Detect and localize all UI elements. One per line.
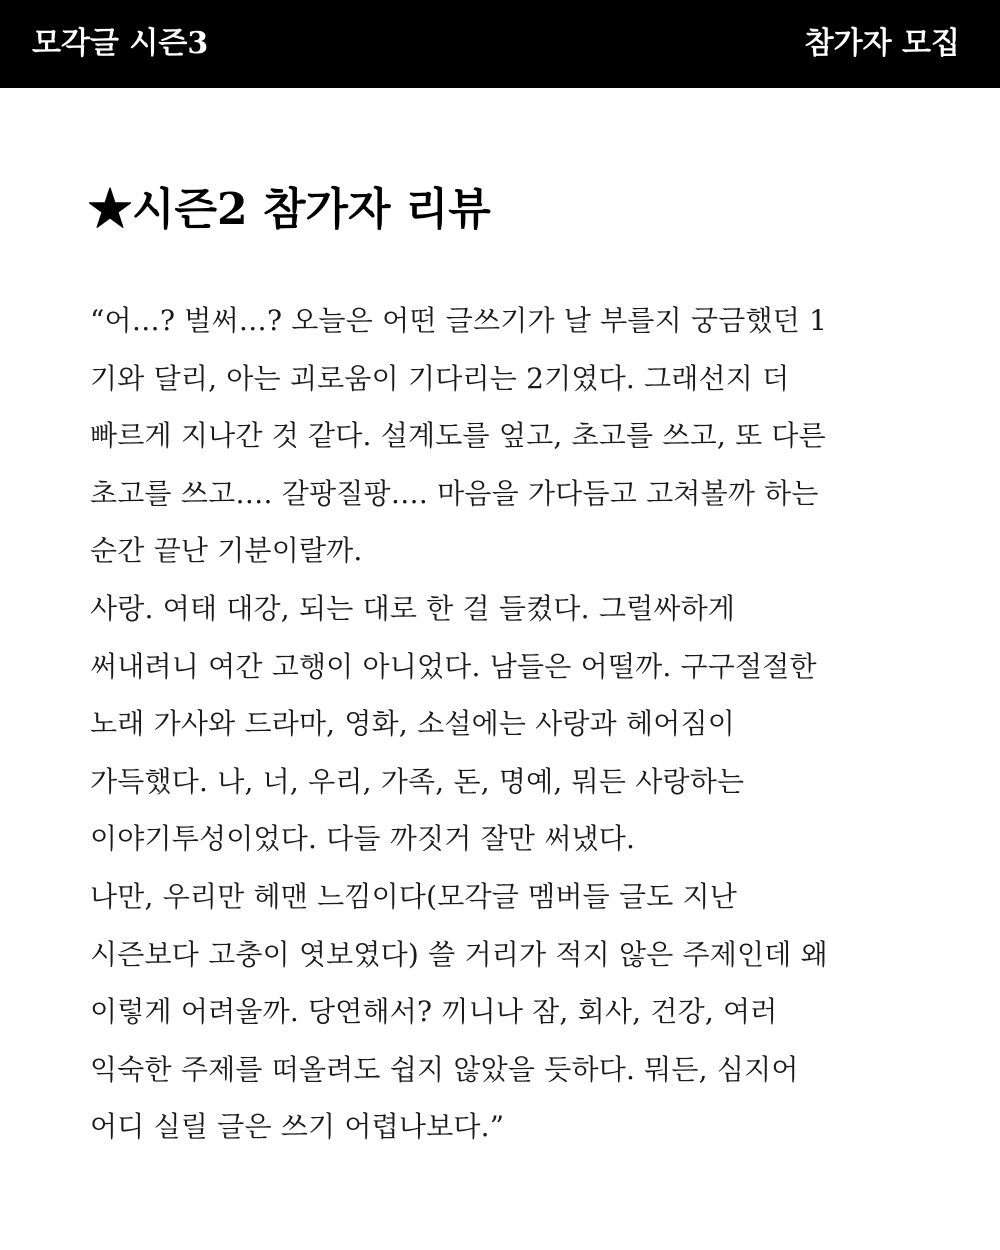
review-line: 시즌보다 고충이 엿보였다) 쓸 거리가 적지 않은 주제인데 왜 xyxy=(90,937,828,971)
review-line: 기와 달리, 아는 괴로움이 기다리는 2기였다. 그래선지 더 xyxy=(90,361,790,395)
review-line: 가득했다. 나, 너, 우리, 가족, 돈, 명예, 뭐든 사랑하는 xyxy=(90,764,745,798)
review-line: 나만, 우리만 헤맨 느낌이다(모각글 멤버들 글도 지난 xyxy=(90,879,738,913)
review-line: 노래 가사와 드라마, 영화, 소설에는 사랑과 헤어짐이 xyxy=(90,707,736,741)
review-line: 이렇게 어려울까. 당연해서? 끼니나 잠, 회사, 건강, 여러 xyxy=(90,995,778,1029)
review-line: 빠르게 지나간 것 같다. 설계도를 엎고, 초고를 쓰고, 또 다른 xyxy=(90,419,826,453)
top-banner xyxy=(0,0,1000,88)
review-line: 초고를 쓰고…. 갈팡질팡…. 마음을 가다듬고 고쳐볼까 하는 xyxy=(90,476,819,510)
review-line: 써내려니 여간 고행이 아니었다. 남들은 어떨까. 구구절절한 xyxy=(90,649,817,683)
review-line: 익숙한 주제를 떠올려도 쉽지 않았을 듯하다. 뭐든, 심지어 xyxy=(90,1052,799,1086)
review-line: 사랑. 여태 대강, 되는 대로 한 걸 들켰다. 그럴싸하게 xyxy=(90,591,736,625)
series-title: 모각글 시즌3 xyxy=(32,26,209,61)
recruit-label: 참가자 모집 xyxy=(804,26,960,61)
review-line: 이야기투성이었다. 다들 까짓거 잘만 써냈다. xyxy=(90,822,636,856)
review-line: 순간 끝난 기분이랄까. xyxy=(90,534,363,568)
review-body xyxy=(90,292,920,1156)
review-line: 어디 실릴 글은 쓰기 어렵나보다.” xyxy=(90,1110,505,1144)
review-line: “어…? 벌써…? 오늘은 어떤 글쓰기가 날 부를지 궁금했던 1 xyxy=(90,304,828,337)
review-heading: ★시즌2 참가자 리뷰 xyxy=(88,184,491,235)
